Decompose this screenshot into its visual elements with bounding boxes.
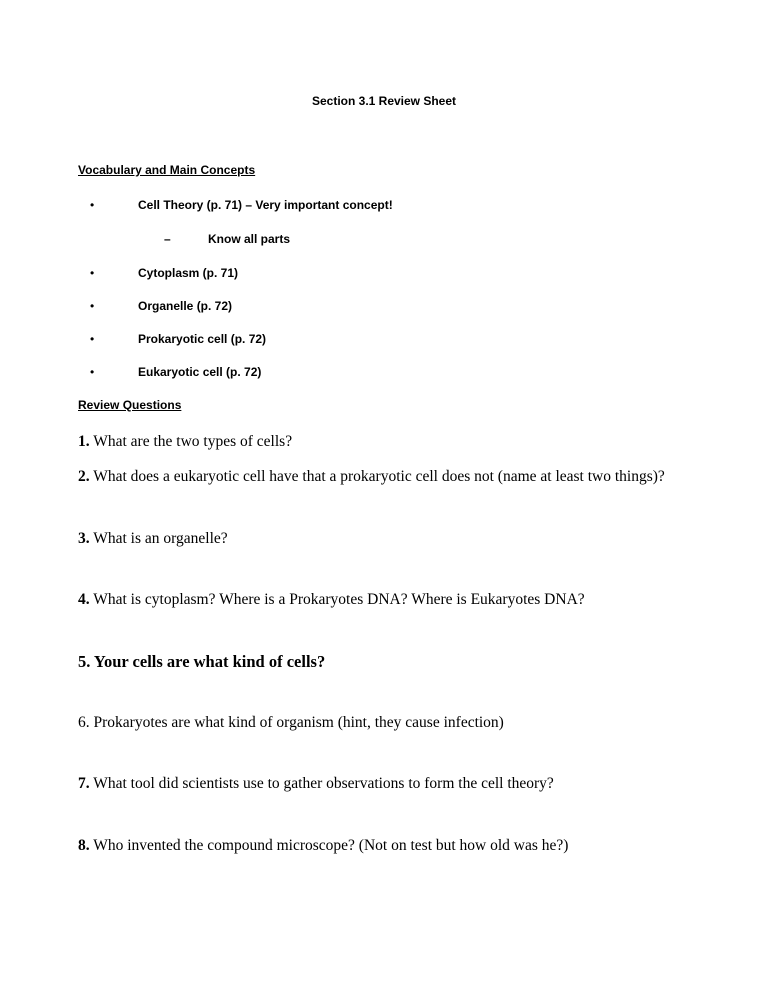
question-text: Prokaryotes are what kind of organism (hint, they cause infection) [93,714,504,731]
question-number: 7. [78,775,90,792]
question-number: 2. [78,468,90,485]
vocab-item-cell-theory: Cell Theory (p. 71) – Very important concept! [138,198,393,212]
vocab-heading: Vocabulary and Main Concepts [78,163,256,177]
bullet-icon: • [90,198,95,212]
question-text: Who invented the compound microscope? (Not on test but how old was he?) [93,837,569,854]
review-heading: Review Questions [78,398,182,412]
bullet-icon: • [90,266,95,280]
question-number: 6. [78,714,90,731]
vocab-subitem-know-all-parts: Know all parts [208,232,291,246]
question-5 [78,654,325,671]
question-1 [78,434,292,450]
vocab-item-cytoplasm: Cytoplasm (p. 71) [138,266,239,280]
question-text: Your cells are what kind of cells? [93,652,326,671]
question-6 [78,715,504,731]
dash-icon: – [164,232,171,246]
question-text: What tool did scientists use to gather observations to form the cell theory? [93,775,554,792]
question-number: 5. [78,652,91,671]
question-4 [78,592,585,608]
question-text: What is cytoplasm? Where is a Prokaryotes DNA? Where is Eukaryotes DNA? [93,591,585,608]
question-number: 3. [78,530,90,547]
question-8 [78,838,568,854]
question-7 [78,776,554,792]
question-text: What does a eukaryotic cell have that a prokaryotic cell does not (name at least two things)? [93,468,665,485]
question-number: 4. [78,591,90,608]
page-title: Section 3.1 Review Sheet [311,94,457,108]
question-3 [78,531,228,547]
question-text: What are the two types of cells? [93,433,293,450]
bullet-icon: • [90,299,95,313]
question-number: 8. [78,837,90,854]
question-text: What is an organelle? [93,530,228,547]
question-number: 1. [78,433,90,450]
bullet-icon: • [90,365,95,379]
vocab-item-eukaryotic-cell: Eukaryotic cell (p. 72) [138,365,262,379]
bullet-icon: • [90,332,95,346]
question-2 [78,469,665,485]
vocab-item-prokaryotic-cell: Prokaryotic cell (p. 72) [138,332,267,346]
vocab-item-organelle: Organelle (p. 72) [138,299,233,313]
